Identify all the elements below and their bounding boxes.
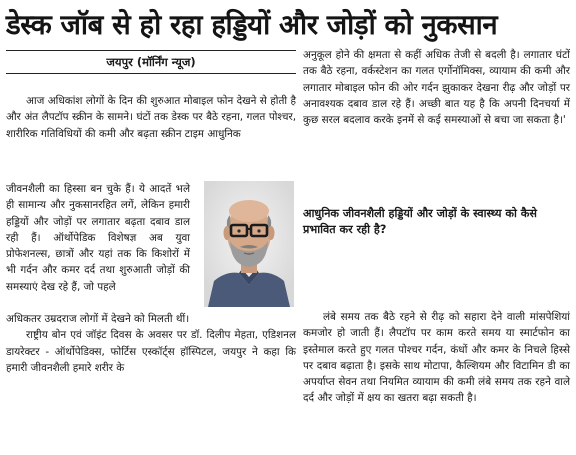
portrait-photo xyxy=(204,181,294,307)
left-column-block-3 xyxy=(6,311,296,376)
right-column-block-1 xyxy=(303,47,570,128)
headline: डेस्क जॉब से हो रहा हड्डियों और जोड़ों को नुकसान xyxy=(6,9,498,41)
right-column-block-2 xyxy=(303,309,570,407)
dateline: जयपुर (मॉर्निंग न्यूज) xyxy=(106,55,196,69)
portrait-photo-icon xyxy=(204,181,294,307)
article-paragraph: जीवनशैली का हिस्सा बन चुके हैं। ये आदतें भले ही सामान्य और नुकसानरहित लगें, लेकिन हमारी हड्डियों और जोड़ों पर लगातार बढ़ता दबाव डाल रही हैं। ऑर्थोपेडिक विशेषज्ञ अब युवा प्रोफेशनल्स, छात्रों और यहां तक कि किशोरों में भी गर्दन और कमर दर्द तथा शुरुआती जोड़ों की समस्याएं देख रहे हैं, जो पहले xyxy=(6,183,190,293)
bottom-rule xyxy=(6,73,296,74)
article-paragraph: आज अधिकांश लोगों के दिन की शुरुआत मोबाइल फोन देखने से होती है और अंत लैपटॉप स्क्रीन के सामने। घंटों तक डेस्क पर बैठे रहना, गलत पोश्चर, शारीरिक गतिविधियों की कमी और बढ़ता स्क्रीन टाइम आधुनिक xyxy=(6,95,296,140)
subheading: आधुनिक जीवनशैली हड्डियों और जोड़ों के स्वास्थ्य को कैसे प्रभावित कर रही है? xyxy=(303,207,537,236)
article-paragraph: अधिकतर उम्रदराज लोगों में देखने को मिलती थीं। xyxy=(6,313,190,325)
left-column-block-2 xyxy=(6,181,190,295)
article-paragraph: लंबे समय तक बैठे रहने से रीढ़ को सहारा देने वाली मांसपेशियां कमजोर हो जाती हैं। लैपटॉप पर काम करते समय या स्मार्टफोन का इस्तेमाल करते हुए गलत पोश्चर गर्दन, कंधों और कमर के निचले हिस्से पर दबाव बढ़ाता है। इसके साथ मोटापा, कैल्शियम और विटामिन डी का अपर्याप्त सेवन तथा नियमित व्यायाम की कमी लंबे समय तक रहने वाले दर्द और जोड़ों में क्षय का खतरा बढ़ा सकती है। xyxy=(303,311,570,405)
article-paragraph: राष्ट्रीय बोन एवं जॉइंट दिवस के अवसर पर डॉ. दिलीप मेहता, एडिशनल डायरेक्टर - ऑर्थोपेडिक्स, फोर्टिस एस्कॉर्ट्स हॉस्पिटल, जयपुर ने कहा कि हमारी जीवनशैली हमारे शरीर के xyxy=(6,329,296,374)
left-column-block-1 xyxy=(6,93,296,142)
article-paragraph: अनुकूल होने की क्षमता से कहीं अधिक तेजी से बदली है। लगातार घंटों तक बैठे रहना, वर्कस्टेशन का गलत एर्गोनॉमिक्स, व्यायाम की कमी और लगातार मोबाइल फोन की ओर गर्दन झुकाकर देखना रीढ़ और जोड़ों पर अनावश्यक दबाव डाल रहे हैं। अच्छी बात यह है कि अपनी दिनचर्या में कुछ सरल बदलाव करके इनमें से कई समस्याओं से बचा जा सकता है।' xyxy=(303,49,570,127)
dateline-box xyxy=(6,50,296,74)
